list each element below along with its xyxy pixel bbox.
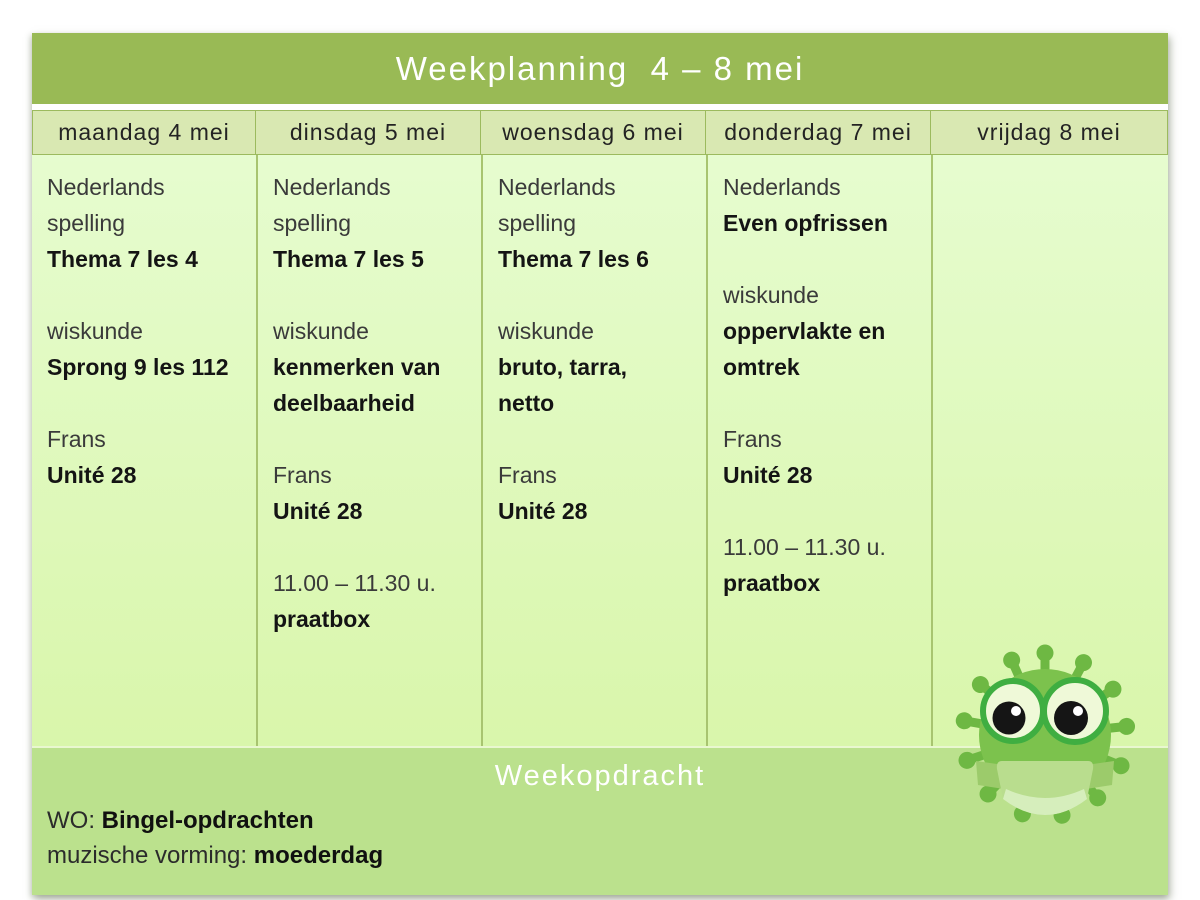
day-column: [481, 155, 706, 746]
schedule-item: Unité 28: [273, 498, 363, 524]
schedule-label: Nederlands: [498, 174, 616, 200]
assignment-label: WO:: [47, 807, 102, 834]
schedule-label: [723, 385, 921, 421]
title-band: [32, 33, 1168, 104]
schedule-label: spelling: [498, 210, 576, 236]
schedule-item: Unité 28: [723, 462, 813, 488]
schedule-item: oppervlakte en: [723, 318, 886, 344]
schedule-label: Frans: [498, 462, 557, 488]
day-header-cell: donderdag 7 mei: [706, 110, 931, 155]
day-header-row: [32, 110, 1168, 155]
day-header-cell: vrijdag 8 mei: [931, 110, 1168, 155]
schedule-label: [273, 529, 471, 565]
schedule-item: Thema 7 les 5: [273, 246, 424, 272]
corona-virus-mascot-icon: [950, 643, 1140, 829]
schedule-item: Sprong 9 les 112: [47, 354, 229, 380]
schedule-item: Unité 28: [498, 498, 588, 524]
schedule-label: wiskunde: [723, 282, 819, 308]
schedule-label: Frans: [273, 462, 332, 488]
schedule-item: Thema 7 les 6: [498, 246, 649, 272]
schedule-label: 11.00 – 11.30 u.: [273, 570, 436, 596]
day-column: [256, 155, 481, 746]
weekplanning-table: [32, 33, 1168, 895]
assignment-line: [47, 838, 1168, 873]
schedule-label: spelling: [47, 210, 125, 236]
schedule-item: netto: [498, 390, 555, 416]
schedule-item: Even opfrissen: [723, 210, 888, 236]
schedule-label: spelling: [273, 210, 351, 236]
schedule-item: praatbox: [273, 606, 371, 632]
assignment-value: moederdag: [253, 842, 384, 869]
schedule-label: Nederlands: [723, 174, 841, 200]
schedule-label: Nederlands: [47, 174, 165, 200]
schedule-item: Thema 7 les 4: [47, 246, 198, 272]
schedule-label: [273, 421, 471, 457]
schedule-label: [47, 277, 246, 313]
assignment-value: Bingel-opdrachten: [101, 807, 314, 834]
schedule-label: [498, 277, 696, 313]
week-assignment-title: Weekopdracht: [494, 760, 706, 792]
schedule-label: [723, 241, 921, 277]
day-column: [706, 155, 931, 746]
schedule-label: [723, 493, 921, 529]
schedule-label: Frans: [723, 426, 782, 452]
schedule-item: Unité 28: [47, 462, 137, 488]
day-header-cell: woensdag 6 mei: [481, 110, 706, 155]
schedule-label: wiskunde: [498, 318, 594, 344]
schedule-item: omtrek: [723, 354, 800, 380]
schedule-item: kenmerken van: [273, 354, 441, 380]
schedule-label: wiskunde: [273, 318, 369, 344]
schedule-label: [47, 385, 246, 421]
assignment-label: muzische vorming:: [47, 842, 254, 869]
schedule-label: Frans: [47, 426, 106, 452]
page-title: Weekplanning 4 – 8 mei: [395, 49, 805, 87]
day-header-cell: maandag 4 mei: [32, 110, 256, 155]
schedule-item: bruto, tarra,: [498, 354, 628, 380]
day-column: [32, 155, 256, 746]
schedule-item: praatbox: [723, 570, 821, 596]
schedule-item: deelbaarheid: [273, 390, 415, 416]
day-header-cell: dinsdag 5 mei: [256, 110, 481, 155]
schedule-label: wiskunde: [47, 318, 143, 344]
schedule-label: Nederlands: [273, 174, 391, 200]
schedule-label: [273, 277, 471, 313]
schedule-label: 11.00 – 11.30 u.: [723, 534, 886, 560]
schedule-label: [498, 421, 696, 457]
